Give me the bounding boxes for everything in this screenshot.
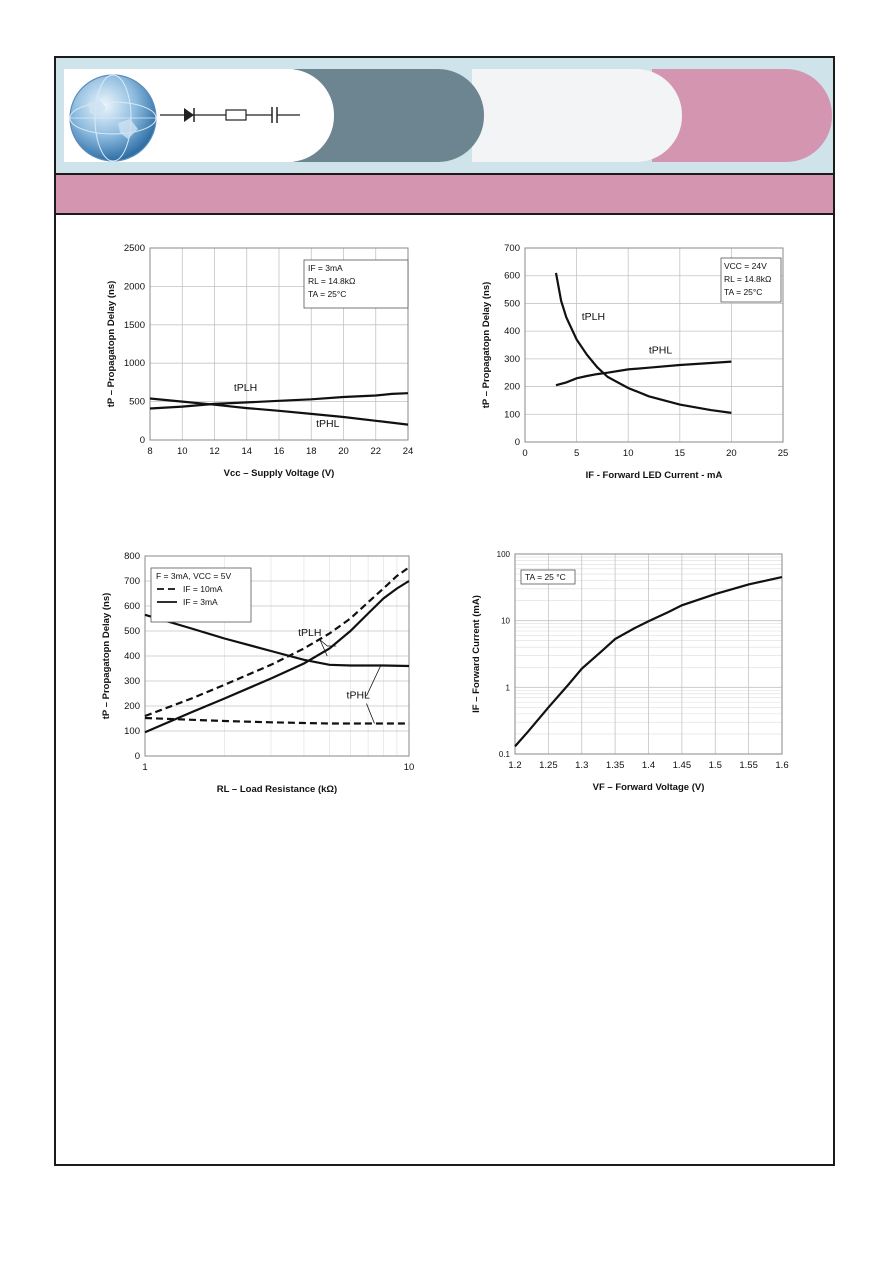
x-tick-label: 16	[273, 446, 285, 457]
series-line-0	[556, 273, 731, 413]
chart-delay-vs-load-resistance	[100, 548, 430, 798]
x-tick-label: 1.45	[672, 760, 692, 771]
y-tick-label: 700	[504, 243, 520, 254]
x-axis-label: Vcc – Supply Voltage (V)	[223, 468, 335, 479]
x-tick-label: 10	[403, 762, 415, 773]
globe-logo-icon	[68, 73, 158, 163]
y-tick-label: 700	[124, 576, 140, 587]
series-label-tplh: tPLH	[581, 311, 606, 324]
chart-delay-vs-forward-current	[470, 240, 800, 490]
legend-entry: IF = 3mA	[183, 597, 218, 607]
annotation-tphl: tPHL	[346, 689, 370, 702]
y-tick-label: 500	[129, 396, 145, 408]
y-tick-label: 2500	[123, 243, 145, 254]
x-tick-label: 1.2	[508, 760, 522, 771]
legend-entry: TA = 25°C	[724, 287, 763, 297]
header-light-tab	[472, 69, 682, 162]
x-tick-label: 18	[305, 446, 317, 457]
y-tick-label: 0	[514, 437, 520, 448]
y-tick-label: 500	[504, 298, 520, 310]
circuit-symbol-icon	[160, 104, 300, 126]
y-axis-label: IF – Forward Current (mA)	[471, 595, 482, 713]
x-tick-label: 20	[338, 446, 349, 457]
series-label-tphl: tPHL	[648, 344, 673, 357]
x-tick-label: 5	[573, 448, 580, 459]
legend-entry: VCC = 24V	[724, 261, 767, 271]
x-tick-label: 1.35	[605, 760, 625, 771]
series-line-3	[145, 615, 409, 666]
y-axis-label: tP – Propagatopn Delay (ns)	[481, 281, 492, 409]
legend-entry: RL = 14.8kΩ	[724, 274, 772, 284]
chart-forward-current-vs-voltage	[470, 548, 800, 798]
x-tick-label: 8	[147, 446, 153, 457]
y-tick-label: 100	[496, 550, 510, 559]
y-tick-label: 500	[124, 626, 140, 637]
x-tick-label: 1.5	[708, 760, 722, 771]
y-tick-label: 2000	[123, 281, 145, 293]
y-tick-label: 1500	[123, 319, 145, 331]
y-tick-label: 100	[124, 726, 140, 737]
x-tick-label: 1.4	[641, 760, 656, 771]
x-tick-label: 15	[674, 448, 686, 459]
title-banner	[56, 175, 833, 215]
y-tick-label: 10	[501, 616, 510, 626]
x-tick-label: 24	[402, 446, 414, 457]
x-tick-label: 12	[209, 446, 220, 457]
y-tick-label: 0	[134, 751, 140, 762]
y-tick-label: 300	[504, 353, 520, 365]
x-tick-label: 25	[777, 448, 789, 459]
y-axis-label: tP – Propagatopn Delay (ns)	[106, 280, 117, 408]
y-tick-label: 0	[139, 435, 145, 446]
y-axis-label: tP – Propagatopn Delay (ns)	[101, 592, 112, 720]
x-tick-label: 10	[176, 446, 188, 457]
x-tick-label: 0	[522, 448, 528, 459]
legend-entry: IF = 10mA	[183, 584, 223, 594]
legend-entry: TA = 25 °C	[525, 572, 566, 582]
y-tick-label: 100	[504, 409, 520, 421]
x-tick-label: 1	[142, 762, 148, 773]
header-band	[56, 58, 833, 175]
x-axis-label: RL – Load Resistance (kΩ)	[216, 784, 338, 795]
series-label-tphl: tPHL	[316, 417, 340, 430]
series-line-1	[145, 718, 409, 724]
y-tick-label: 300	[124, 676, 140, 687]
y-tick-label: 0.1	[498, 750, 510, 759]
x-tick-label: 10	[622, 448, 634, 459]
y-tick-label: 400	[504, 326, 520, 338]
y-tick-label: 600	[124, 601, 140, 612]
legend-entry: IF = 3mA	[308, 263, 343, 273]
x-axis-label: IF - Forward LED Current - mA	[585, 470, 723, 481]
legend-entry: TA = 25°C	[308, 289, 347, 299]
y-tick-label: 200	[504, 381, 520, 393]
legend-entry: RL = 14.8kΩ	[308, 276, 356, 286]
x-tick-label: 1.3	[575, 760, 589, 771]
x-tick-label: 22	[370, 446, 382, 457]
y-tick-label: 800	[124, 551, 140, 562]
y-tick-label: 200	[124, 701, 140, 712]
x-tick-label: 20	[726, 448, 737, 459]
y-tick-label: 1000	[123, 358, 145, 370]
x-tick-label: 1.55	[739, 760, 758, 771]
series-label-tplh: tPLH	[233, 381, 258, 394]
series-line-1	[556, 362, 731, 386]
annotation-leader-tphl-2	[366, 704, 374, 724]
chart-delay-vs-supply-voltage	[100, 240, 430, 490]
y-tick-label: 600	[504, 270, 520, 282]
y-tick-label: 400	[124, 651, 140, 662]
x-tick-label: 1.25	[539, 760, 558, 771]
y-tick-label: 1	[505, 683, 510, 693]
legend-entry: F = 3mA, VCC = 5V	[156, 571, 232, 581]
x-axis-label: VF – Forward Voltage (V)	[592, 782, 705, 793]
x-tick-label: 14	[241, 446, 253, 457]
annotation-tplh: tPLH	[298, 627, 322, 639]
x-tick-label: 1.6	[775, 760, 789, 771]
